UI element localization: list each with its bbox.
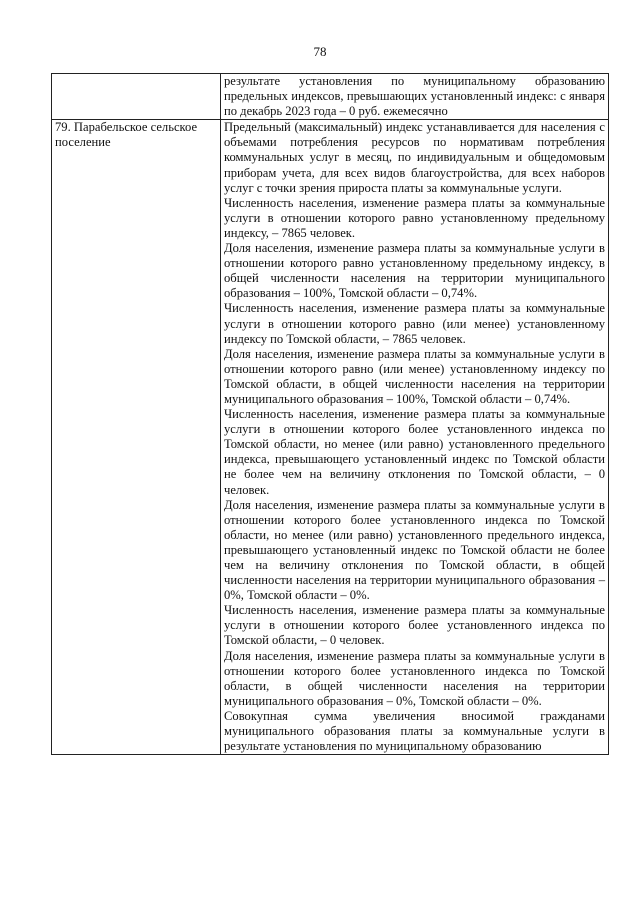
paragraph: результате установления по муниципальному образованию предельных индексов, превышающих установленный индекс: с января по декабрь 2023 года – 0 руб. ежемесячно [224, 74, 605, 119]
cell-municipality-name: 79. Парабельское сельское поселение [52, 120, 221, 755]
paragraph: Доля населения, изменение размера платы за коммунальные услуги в отношении которого более установленного индекса по Томской области, в общей численности населения на территории муниципального образования – 0%, Томской области – 0%. [224, 648, 605, 708]
paragraph: Численность населения, изменение размера платы за коммунальные услуги в отношении которого более установленного индекса по Томской области, но менее (или равно) установленного предельного индекса, превышающего установленный индекс по Томской области не более чем на величину отклонения по Томской области, – 0 человек. [224, 407, 605, 497]
cell-entry-text [221, 120, 609, 755]
paragraph: Совокупная сумма увеличения вносимой гражданами муниципального образования платы за коммунальные услуги в результате установления по муниципальному образованию [224, 708, 605, 754]
paragraph: Доля населения, изменение размера платы за коммунальные услуги в отношении которого равно (или менее) установленному индексу по Томской области, в общей численности населения на территории муниципального образования – 100%, Томской области – 0,74%. [224, 346, 605, 406]
page-number: 78 [313, 44, 327, 59]
table-row-continuation [52, 74, 609, 120]
paragraph: Численность населения, изменение размера платы за коммунальные услуги в отношении которого равно установленному предельному индексу, – 7865 человек. [224, 195, 605, 240]
paragraph: Доля населения, изменение размера платы за коммунальные услуги в отношении которого равно установленному предельному индексу, в общей численности населения на территории муниципального образования – 100%, Томской области – 0,74%. [224, 241, 605, 301]
paragraph: Численность населения, изменение размера платы за коммунальные услуги в отношении которого равно (или менее) установленному индексу по Томской области, – 7865 человек. [224, 301, 605, 346]
cell-empty [52, 74, 221, 120]
document-table [51, 73, 609, 755]
paragraph: Доля населения, изменение размера платы за коммунальные услуги в отношении которого более установленного индекса по Томской области, но менее (или равно) установленного предельного индекса, превышающего установленный индекс по Томской области не более чем на величину отклонения по Томской области, в общей численности населения на территории муниципального образования – 0%, Томской области – 0%. [224, 497, 605, 603]
table-row-entry [52, 120, 609, 755]
cell-continuation-text [221, 74, 609, 120]
paragraph: Численность населения, изменение размера платы за коммунальные услуги в отношении которого более установленного индекса по Томской области, – 0 человек. [224, 603, 605, 648]
paragraph: Предельный (максимальный) индекс устанавливается для населения с объемами потребления ресурсов по нормативам потребления коммунальных услуг в месяц, по индивидуальным и общедомовым приборам учета, для всех видов благоустройства, для всех наборов услуг с точки зрения прироста платы за коммунальные услуги. [224, 120, 605, 195]
